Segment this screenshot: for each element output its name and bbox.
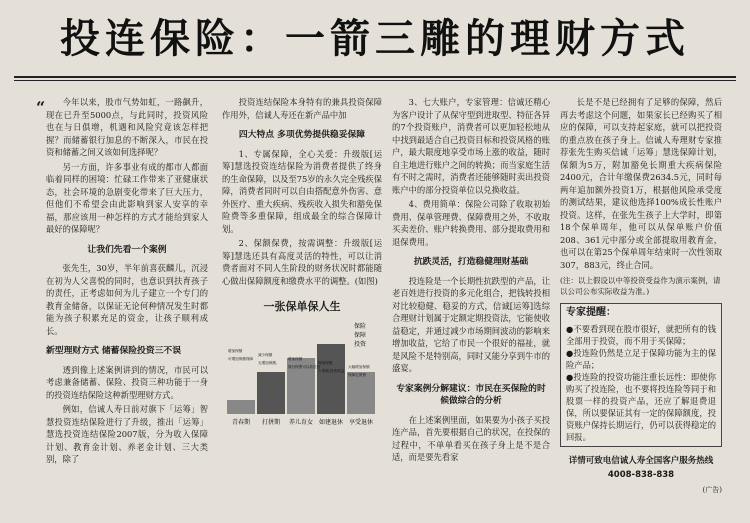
col1-p2: 另一方面，许多事业有成的都市人都面临着同样的困境：忙碌工作带来了亚健康状态，社会环境的急剧变化带来了巨大压力，但他们不希望会由此影响到家人安享的幸福，那应该用一种怎样的方式才能给到家人最好的保障呢？ <box>46 161 208 234</box>
col3-subheading-expert: 专家案例分解建议：市民在买保险的时候做综合的分析 <box>396 383 546 406</box>
col1-p3: 张先生，30岁，半年前喜获麟儿，沉浸在初为人父喜悦的同时，也意识到扶育孩子的责任，正考虑如何为儿子建立一个专门的教育金储备，以保证无论何种情况发生时都能为孩子积累充足的资金，让孩子顺利成长。 <box>46 263 208 336</box>
hotline-label: 详情可致电信诚人寿全国客户服务热线 <box>568 455 714 466</box>
chart-category-label: 青春期 <box>231 418 251 426</box>
top-rule <box>14 76 736 78</box>
tip-item: ●投连险仍然是立足于保障功能为主的保险产品； <box>566 347 716 370</box>
chart-legend-entry: 投资 <box>354 340 367 348</box>
col4-note: (注：以上假设以中等投资受益作为演示案例，请以公司公布实际收益为准。) <box>560 276 721 296</box>
top-rule-thin <box>14 80 736 81</box>
tip-item: ●投连险的投资功能注重长远性：即使你购买了投连险，也不要将投连险等同于和股票一样的投资产品，还应了解退费退保，所以要保证其有一定的保障额度，投资账户保持长期运行，仍可以获得稳定的回报。 <box>566 371 716 442</box>
col1-p5: 例如，信诚人寿日前对旗下「运筹」智慧投资连结保险进行了升级，推出「运筹」慧选投资连结保险2007版，分为收入保障计划、教育金计划、养老金计划、三大类别，除了 <box>46 404 208 464</box>
open-quote-mark: “ <box>36 98 46 117</box>
chart-annotation: 缴付保费可以转投资 <box>288 364 321 369</box>
chart-category-label: 打拼期 <box>261 418 281 426</box>
col3-p1: 3、七大账户，专家管理：信诚还精心为客户设计了从保守型到进取型、特征各异的7个投资账户，消费者可以更加轻松地从中找到最适合自己投资目标和投资风格的账户，最大限度地享受市场上涨的收益，随时自主地进行账户之间的转换；而当家庭生活有不时之需时，消费者还能够随时卖出投资账户中的部分投资单位以兑换收益。 <box>392 97 550 195</box>
col2-subheading-features: 四大特点 多项优势提供稳妥保障 <box>238 130 366 140</box>
chart-annotation: 无增加保额, <box>258 360 278 365</box>
col2-p1: 投资连结保险本身特有的兼具投资保障作用外，信诚人寿还在新产品中加 <box>222 97 382 120</box>
column-1 <box>46 96 208 516</box>
chart-annotation: 减少保额 <box>258 352 273 357</box>
col3-subheading-resilient: 抗跌灵活，打造稳健理财基础 <box>413 257 529 267</box>
col1-subheading-case: 让我们先看一个案例 <box>87 244 167 255</box>
chart-legend-entry: 保障 <box>354 331 367 339</box>
col1-p4: 透到像上述案例讲到的情况，市民可以考虑兼备储蓄、保险、投资三种功能于一身的投资连结保险这种新型理财方式。 <box>46 364 208 400</box>
col4-p1: 长是不是已经拥有了足够的保障，然后再去考虑这个问题，如果家长已经购买了相应的保障，可以支持起家庭，就可以把投资的重点放在孩子身上。信诚人寿理财专家推荐张先生购买信诚「运筹」慧选保障计划，保额为5万，附加豁免长期重大疾病保险2400元，合计年缴保费2634.5元，同时每两年追加额外投资1万，根据他风险承受度的测试结果，建议他选择100%成长性账户投资。这样，在张先生孩子上大学时，即第18个保单周年，他可以从保单账户价值208、361元中部分或全部提取用教育金，也可以在第25个保单周年结束时一次性领取307，883元，终止合同。 <box>560 97 722 270</box>
column-4 <box>560 96 722 516</box>
col1-p1: 今年以来，股市气势如虹，一路飙升，现在已升至5000点，与此同时，投资风险也在与日俱增，机遇和风险究竟该怎样把握？而储蓄银行加息的不断深入，市民在投资和储蓄之间又该如何选择呢？ <box>46 97 208 157</box>
chart-category-label: 如建退休 <box>318 418 344 426</box>
life-stage-chart <box>222 318 382 428</box>
col2-p2: 1、专属保障，全心关爱：升级版[运筹]慧选投资连结保险为消费者提供了终身的生命保障，以及至75岁的永久完全残疾保障，消费者同时可以自由搭配意外伤害、意外医疗、重大疾病、残疾收入损失和豁免保险费等多重保障，组成最全的综合保障计划。 <box>222 148 382 234</box>
chart-category-label: 养儿育女 <box>288 418 314 426</box>
chart-annotation: 增加保额 <box>288 356 303 361</box>
chart-annotation: 保障定保费 <box>348 372 366 377</box>
tips-title: 专家提醒： <box>566 307 616 318</box>
hotline-number: 4008-838-838 <box>607 470 675 480</box>
chart-legend-entry: 保险 <box>354 322 367 330</box>
col3-p4: 在上述案例里面，如果要为小孩子买投连产品，首先要根据自己的状况，在投保的过程中，不单单看买在孩子身上是不是合适，而是要先看家 <box>392 414 550 462</box>
column-3 <box>392 96 550 516</box>
chart-bar <box>347 372 375 414</box>
col2-p3: 2、保额保费，按需调整：升级版[运筹]慧选还具有高度灵活的特性，可以让消费者面对不同人生阶段的财务状况时都能随心做出保障额度和缴费水平的调整。(如图) <box>222 238 382 286</box>
tip-item: ●不要看到现在股市很好，就把所有的钱全部用于投资，而不用于买保障； <box>566 323 716 346</box>
chart-bar <box>317 344 345 414</box>
col3-p3: 投连险是一个长期性抗跌型的产品，让老百姓进行投资的多元化组合，把钱转投相对比较稳健、稳妥的方式，信诚[运筹]选综合理财计划属于定额定期投资法，它能使收益稳定，并通过减少市场期间波动的影响来增加收益，它给了市民一个很好的福祉，就是风险不是特别高，同时又能分享到牛市的盛宴。 <box>392 275 550 373</box>
chart-bar <box>257 372 285 414</box>
ad-mark: (广告) <box>702 485 722 494</box>
headline: 投连保险：一箭三雕的理财方式 <box>60 16 690 62</box>
chart-annotation: 增加保额 <box>228 348 243 353</box>
chart-annotation: 少保额,投资收益 <box>318 368 345 373</box>
column-2 <box>222 96 382 516</box>
col3-p2: 4、费用简单：保险公司除了收取初始费用、保单管理费、保障费用之外，不收取买卖差价、账户转换费用、部分提取费用和退保费用。 <box>392 199 550 247</box>
col1-subheading-new: 新型理财方式 储蓄保险投资三不误 <box>46 346 182 356</box>
chart-annotation: 降低保额 <box>318 360 333 365</box>
chart-title: 一张保单保人生 <box>263 300 341 313</box>
chart-bar <box>227 400 255 414</box>
chart-annotation: 可增加保额保障 <box>228 356 254 361</box>
chart-category-label: 享受退休 <box>348 418 374 426</box>
chart-annotation: 大幅增加保额 <box>348 364 370 369</box>
expert-tips-box <box>560 303 722 447</box>
chart-svg <box>222 318 382 428</box>
